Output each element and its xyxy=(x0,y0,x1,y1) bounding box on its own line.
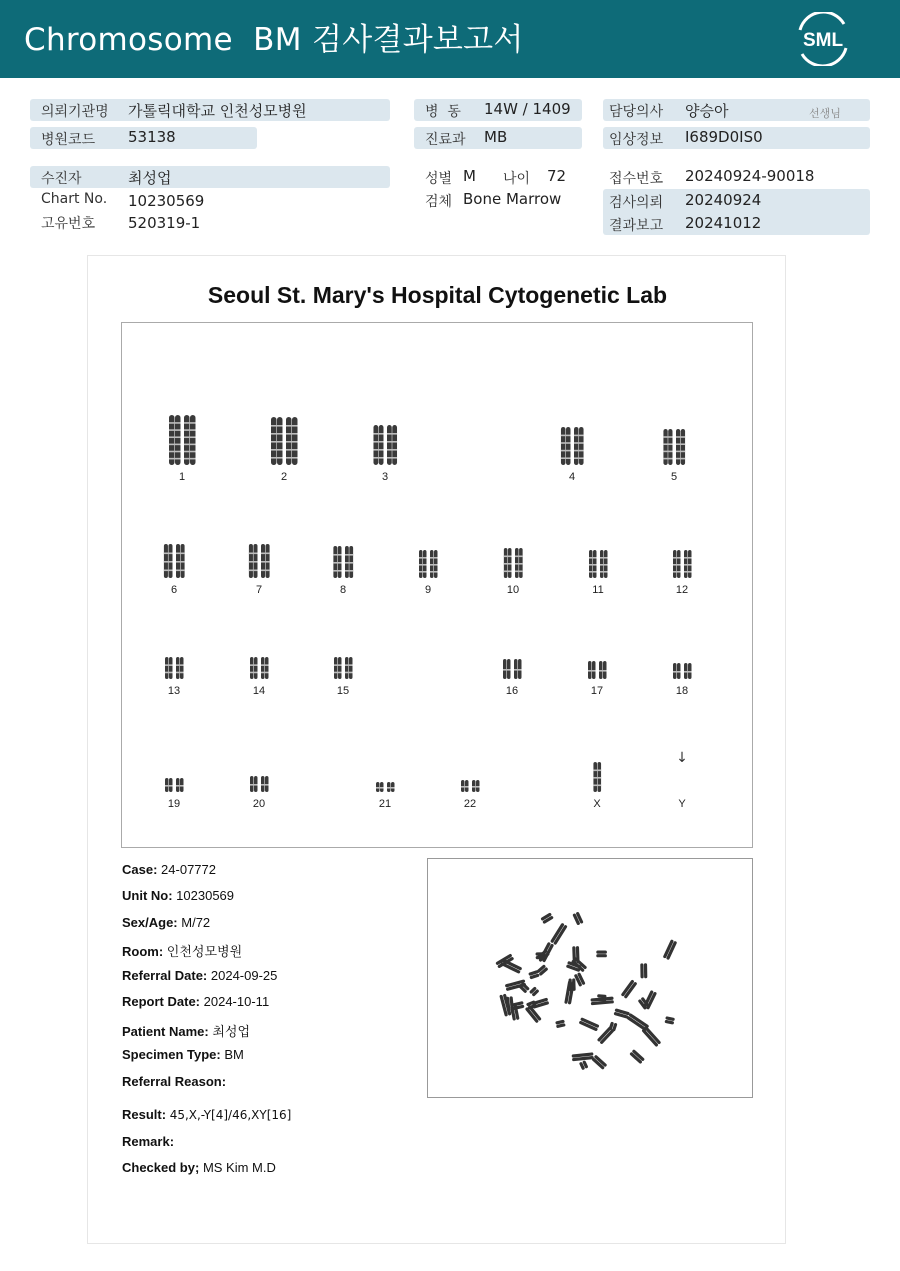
chromosome-label-y: Y xyxy=(678,798,686,810)
patient-name-row xyxy=(122,1021,250,1040)
unique-value: 520319-1 xyxy=(128,214,201,232)
spread-chromosome xyxy=(550,923,568,946)
sexage-value: M/72 xyxy=(181,915,211,930)
specimen-value: Bone Marrow xyxy=(463,190,562,208)
result-value: 45,X,-Y[4]/46,XY[16] xyxy=(169,1108,292,1122)
chromosome-label-19: 19 xyxy=(167,798,181,810)
chromosome-label-8: 8 xyxy=(339,584,347,596)
chromosome-label-17: 17 xyxy=(590,685,604,697)
logo-text: SML xyxy=(802,30,844,51)
sex-value: M xyxy=(463,167,476,185)
chromosome-pair-15 xyxy=(334,657,353,679)
report-title: Chromosome BM 검사결과보고서 xyxy=(24,22,524,58)
spread-chromosome xyxy=(579,1017,600,1031)
reason-row xyxy=(122,1074,226,1089)
spread-chromosome xyxy=(531,998,549,1009)
unique-label: 고유번호 xyxy=(41,216,96,232)
report-date-label: Report Date: xyxy=(122,994,201,1009)
chromosome-pair-13 xyxy=(165,657,184,679)
chromosome-label-9: 9 xyxy=(424,584,432,596)
spread-chromosome xyxy=(572,1052,594,1061)
spread-chromosome xyxy=(614,1008,630,1019)
chromosome-label-5: 5 xyxy=(670,471,678,483)
spread-chromosome xyxy=(664,1016,675,1025)
clinical-label: 임상정보 xyxy=(609,132,664,148)
doctor-value: 양승아 xyxy=(685,102,729,120)
reason-label: Referral Reason: xyxy=(122,1074,227,1089)
institution-value: 가톨릭대학교 인천성모병원 xyxy=(128,102,307,120)
sex-label: 성별 xyxy=(425,171,453,187)
dept-label: 진료과 xyxy=(425,132,466,148)
chromosome-pair-10 xyxy=(504,548,523,578)
chromosome-label-12: 12 xyxy=(675,584,689,596)
spread-chromosome xyxy=(529,986,540,997)
chromosome-label-20: 20 xyxy=(252,798,266,810)
chromosome-label-6: 6 xyxy=(170,584,178,596)
chromosome-label-7: 7 xyxy=(255,584,263,596)
chromosome-pair-17 xyxy=(588,661,607,679)
chromosome-label-2: 2 xyxy=(280,471,288,483)
report-date-row xyxy=(122,994,269,1009)
missing-y-arrow-icon: ↓ xyxy=(676,750,688,766)
case-value: 24-07772 xyxy=(161,862,216,877)
chromosome-pair-1 xyxy=(169,415,196,465)
report-date-value: 2024-10-11 xyxy=(203,994,270,1009)
karyotype-report-sheet xyxy=(87,255,786,1244)
clinical-value: I689D0IS0 xyxy=(685,128,763,146)
spread-chromosome xyxy=(596,951,607,958)
chromosome-pair-8 xyxy=(333,546,353,578)
chromosome-label-15: 15 xyxy=(336,685,350,697)
chromosome-pair-4 xyxy=(561,427,584,465)
spread-chromosome xyxy=(572,912,583,926)
referral-date-value: 2024-09-25 xyxy=(210,968,278,983)
chromosome-pair-2 xyxy=(271,417,298,465)
spread-chromosome xyxy=(528,970,540,980)
patient-name-label: Patient Name: xyxy=(122,1024,209,1039)
chart-label: Chart No. xyxy=(41,191,108,207)
referral-date-row xyxy=(122,968,277,983)
spread-chromosome xyxy=(564,980,575,1004)
patient-value: 최성업 xyxy=(128,169,172,187)
chromosome-pair-5 xyxy=(663,429,685,465)
chromosome-label-3: 3 xyxy=(381,471,389,483)
ward-label: 병 동 xyxy=(425,104,461,120)
age-value: 72 xyxy=(547,167,567,185)
unit-row xyxy=(122,888,234,903)
chromosome-pair-3 xyxy=(373,425,397,465)
specimen-type-label: Specimen Type: xyxy=(122,1047,221,1062)
doctor-suffix: 선생님 xyxy=(809,107,841,120)
chromosome-label-4: 4 xyxy=(568,471,576,483)
info-bar xyxy=(30,166,390,188)
hospital-code-value: 53138 xyxy=(128,128,176,146)
result-label: Result: xyxy=(122,1107,167,1122)
referral-date-label: Referral Date: xyxy=(122,968,208,983)
remark-label: Remark: xyxy=(122,1134,175,1149)
patient-label: 수진자 xyxy=(41,171,82,187)
report-label: 결과보고 xyxy=(609,218,664,234)
metaphase-spread-picture xyxy=(428,859,752,1097)
chromosome-label-10: 10 xyxy=(506,584,520,596)
case-row xyxy=(122,862,216,877)
specimen-row xyxy=(122,1047,244,1062)
spread-chromosome xyxy=(663,939,678,960)
result-row xyxy=(122,1107,291,1122)
chromosome-pair-22 xyxy=(461,780,480,792)
remark-row xyxy=(122,1134,174,1149)
chromosome-label-14: 14 xyxy=(252,685,266,697)
chromosome-pair-19 xyxy=(165,778,184,792)
checked-value: MS Kim M.D xyxy=(202,1160,276,1175)
spread-chromosome xyxy=(555,1020,566,1029)
room-row xyxy=(122,941,242,960)
chromosome-pair-18 xyxy=(673,663,692,679)
chromosome-pair-7 xyxy=(249,544,270,578)
specimen-label: 검체 xyxy=(425,194,453,210)
checked-label: Checked by; xyxy=(122,1160,200,1175)
chart-value: 10230569 xyxy=(128,192,205,210)
spread-chromosome xyxy=(579,1060,589,1070)
spread-chromosome xyxy=(591,1055,607,1070)
chromosome-label-13: 13 xyxy=(167,685,181,697)
doctor-label: 담당의사 xyxy=(609,104,664,120)
chromosome-label-22: 22 xyxy=(463,798,477,810)
ward-value: 14W / 1409 xyxy=(484,100,571,118)
chromosome-pair-20 xyxy=(250,776,269,792)
specimen-type-value: BM xyxy=(224,1047,244,1062)
patient-name-value: 최성업 xyxy=(212,1024,251,1039)
report-header xyxy=(0,0,900,78)
chromosome-pair-11 xyxy=(589,550,608,578)
request-value: 20240924 xyxy=(685,191,762,209)
institution-label: 의뢰기관명 xyxy=(41,104,109,120)
chromosome-label-18: 18 xyxy=(675,685,689,697)
chromosome-label-1: 1 xyxy=(178,471,186,483)
case-label: Case: xyxy=(122,862,158,877)
chromosome-pair-6 xyxy=(164,544,185,578)
chromosome-pair-14 xyxy=(250,657,269,679)
age-label: 나이 xyxy=(503,171,531,187)
lab-title: Seoul St. Mary's Hospital Cytogenetic Lab xyxy=(207,282,668,308)
chromosome-pair-9 xyxy=(419,550,438,578)
chromosome-pair-16 xyxy=(503,659,522,679)
spread-chromosome xyxy=(540,912,554,924)
chromosome-label-21: 21 xyxy=(378,798,392,810)
chromosome-pair-x xyxy=(593,762,601,792)
chromosome-label-11: 11 xyxy=(592,584,604,596)
chromosome-label-16: 16 xyxy=(505,685,519,697)
sexage-label: Sex/Age: xyxy=(122,915,178,930)
dept-value: MB xyxy=(484,128,508,146)
unit-label: Unit No: xyxy=(122,888,173,903)
chromosome-pair-12 xyxy=(673,550,692,578)
chromosome-label-x: X xyxy=(593,798,601,810)
report-value: 20241012 xyxy=(685,214,762,232)
spread-chromosome xyxy=(574,972,586,987)
spread-chromosome xyxy=(640,963,647,978)
room-value: 인천성모병원 xyxy=(166,944,243,959)
spread-chromosome xyxy=(572,946,579,963)
checked-row xyxy=(122,1160,276,1175)
karyogram xyxy=(121,322,753,848)
request-label: 검사의뢰 xyxy=(609,195,664,211)
metaphase-spread-image xyxy=(427,858,753,1098)
sml-logo-icon xyxy=(792,12,854,66)
spread-chromosome xyxy=(621,979,638,999)
receipt-value: 20240924-90018 xyxy=(685,167,815,185)
sexage-row xyxy=(122,915,210,930)
receipt-label: 접수번호 xyxy=(609,171,664,187)
hospital-code-label: 병원코드 xyxy=(41,132,96,148)
room-label: Room: xyxy=(122,944,164,959)
unit-value: 10230569 xyxy=(176,888,235,903)
spread-chromosome xyxy=(629,1049,645,1064)
chromosome-pair-21 xyxy=(376,782,395,792)
